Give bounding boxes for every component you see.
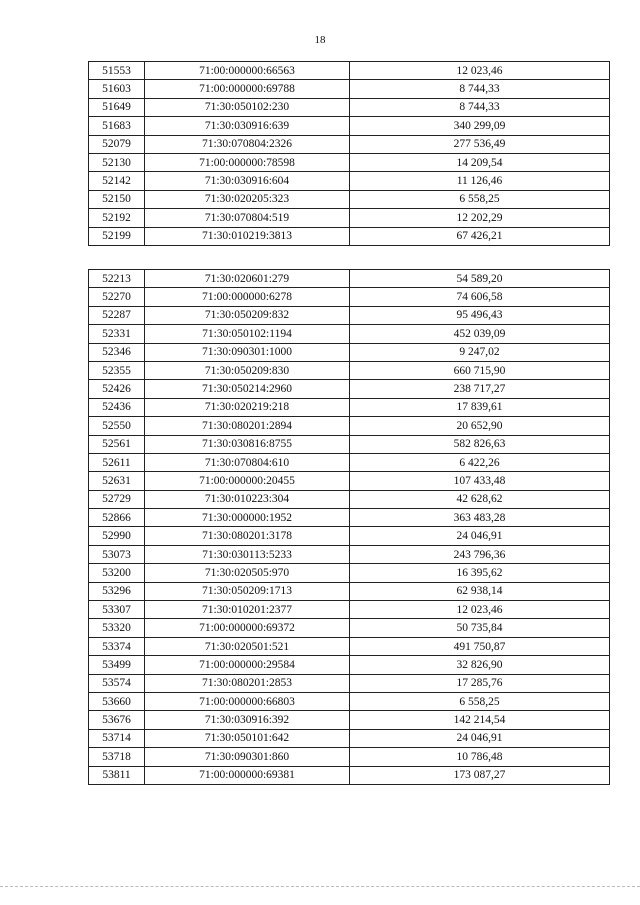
cadastral-number-cell: 71:30:090301:860 <box>145 748 350 766</box>
amount-cell: 74 606,58 <box>350 288 610 306</box>
table-row <box>89 509 610 527</box>
row-number-cell: 53374 <box>89 637 145 655</box>
cadastral-number-cell: 71:30:020601:279 <box>145 270 350 288</box>
amount-cell: 50 735,84 <box>350 619 610 637</box>
table-row <box>89 135 610 153</box>
cadastral-number-cell: 71:30:000000:1952 <box>145 509 350 527</box>
cadastral-number-cell: 71:30:080201:2894 <box>145 417 350 435</box>
row-number-cell: 52631 <box>89 472 145 490</box>
cadastral-number-cell: 71:30:030113:5233 <box>145 545 350 563</box>
page-number: 18 <box>314 34 326 46</box>
amount-cell: 17 839,61 <box>350 398 610 416</box>
table-row <box>89 153 610 171</box>
cadastral-number-cell: 71:00:000000:6278 <box>145 288 350 306</box>
amount-cell: 8 744,33 <box>350 98 610 116</box>
amount-cell: 173 087,27 <box>350 766 610 784</box>
amount-cell: 17 285,76 <box>350 674 610 692</box>
amount-cell: 12 202,29 <box>350 209 610 227</box>
cadastral-number-cell: 71:00:000000:69788 <box>145 80 350 98</box>
cadastral-number-cell: 71:30:080201:3178 <box>145 527 350 545</box>
amount-cell: 62 938,14 <box>350 582 610 600</box>
cadastral-number-cell: 71:00:000000:78598 <box>145 153 350 171</box>
row-number-cell: 53714 <box>89 729 145 747</box>
row-number-cell: 52331 <box>89 325 145 343</box>
table-row <box>89 325 610 343</box>
cadastral-number-cell: 71:30:080201:2853 <box>145 674 350 692</box>
table-row <box>89 766 610 784</box>
cadastral-number-cell: 71:30:030916:639 <box>145 117 350 135</box>
amount-cell: 452 039,09 <box>350 325 610 343</box>
table-row <box>89 172 610 190</box>
row-number-cell: 53718 <box>89 748 145 766</box>
row-number-cell: 53307 <box>89 601 145 619</box>
row-number-cell: 52611 <box>89 453 145 471</box>
amount-cell: 8 744,33 <box>350 80 610 98</box>
table-row <box>89 729 610 747</box>
amount-cell: 9 247,02 <box>350 343 610 361</box>
amount-cell: 42 628,62 <box>350 490 610 508</box>
row-number-cell: 53676 <box>89 711 145 729</box>
cadastral-number-cell: 71:30:050102:230 <box>145 98 350 116</box>
row-number-cell: 52079 <box>89 135 145 153</box>
table-row <box>89 190 610 208</box>
table-row <box>89 227 610 245</box>
amount-cell: 67 426,21 <box>350 227 610 245</box>
row-number-cell: 53200 <box>89 564 145 582</box>
row-number-cell: 52142 <box>89 172 145 190</box>
amount-cell: 582 826,63 <box>350 435 610 453</box>
table-row <box>89 343 610 361</box>
table-row <box>89 564 610 582</box>
amount-cell: 10 786,48 <box>350 748 610 766</box>
table-row <box>89 209 610 227</box>
table-row <box>89 674 610 692</box>
cadastral-number-cell: 71:30:010219:3813 <box>145 227 350 245</box>
table-row <box>89 417 610 435</box>
cadastral-number-cell: 71:30:070804:519 <box>145 209 350 227</box>
table-row <box>89 62 610 80</box>
row-number-cell: 52270 <box>89 288 145 306</box>
amount-cell: 491 750,87 <box>350 637 610 655</box>
amount-cell: 14 209,54 <box>350 153 610 171</box>
row-number-cell: 51649 <box>89 98 145 116</box>
row-number-cell: 52426 <box>89 380 145 398</box>
cadastral-number-cell: 71:30:020205:323 <box>145 190 350 208</box>
cadastral-number-cell: 71:30:020219:218 <box>145 398 350 416</box>
row-number-cell: 52436 <box>89 398 145 416</box>
table-row <box>89 748 610 766</box>
cadastral-number-cell: 71:00:000000:66803 <box>145 692 350 710</box>
table-row <box>89 117 610 135</box>
register-table-upper <box>88 61 610 246</box>
row-number-cell: 52150 <box>89 190 145 208</box>
cadastral-number-cell: 71:00:000000:29584 <box>145 656 350 674</box>
table-row <box>89 490 610 508</box>
cadastral-number-cell: 71:30:020505:970 <box>145 564 350 582</box>
row-number-cell: 51553 <box>89 62 145 80</box>
row-number-cell: 51603 <box>89 80 145 98</box>
cadastral-number-cell: 71:30:010223:304 <box>145 490 350 508</box>
table-row <box>89 435 610 453</box>
table-row <box>89 80 610 98</box>
row-number-cell: 52550 <box>89 417 145 435</box>
cadastral-number-cell: 71:30:050209:830 <box>145 361 350 379</box>
row-number-cell: 53073 <box>89 545 145 563</box>
table-row <box>89 619 610 637</box>
table-row <box>89 711 610 729</box>
cadastral-number-cell: 71:30:030816:8755 <box>145 435 350 453</box>
row-number-cell: 52561 <box>89 435 145 453</box>
table-row <box>89 288 610 306</box>
amount-cell: 243 796,36 <box>350 545 610 563</box>
cadastral-number-cell: 71:30:070804:610 <box>145 453 350 471</box>
table-row <box>89 527 610 545</box>
row-number-cell: 52199 <box>89 227 145 245</box>
table-row <box>89 637 610 655</box>
amount-cell: 340 299,09 <box>350 117 610 135</box>
cadastral-number-cell: 71:30:020501:521 <box>145 637 350 655</box>
row-number-cell: 52192 <box>89 209 145 227</box>
cadastral-number-cell: 71:00:000000:20455 <box>145 472 350 490</box>
cadastral-number-cell: 71:30:030916:604 <box>145 172 350 190</box>
amount-cell: 54 589,20 <box>350 270 610 288</box>
table-row <box>89 361 610 379</box>
amount-cell: 6 422,26 <box>350 453 610 471</box>
table-row <box>89 601 610 619</box>
cadastral-number-cell: 71:30:090301:1000 <box>145 343 350 361</box>
row-number-cell: 52729 <box>89 490 145 508</box>
amount-cell: 107 433,48 <box>350 472 610 490</box>
table-row <box>89 98 610 116</box>
amount-cell: 660 715,90 <box>350 361 610 379</box>
amount-cell: 32 826,90 <box>350 656 610 674</box>
amount-cell: 363 483,28 <box>350 509 610 527</box>
row-number-cell: 53499 <box>89 656 145 674</box>
cadastral-number-cell: 71:30:030916:392 <box>145 711 350 729</box>
table-row <box>89 453 610 471</box>
table-row <box>89 656 610 674</box>
amount-cell: 20 652,90 <box>350 417 610 435</box>
register-table-lower <box>88 269 610 785</box>
table-row <box>89 545 610 563</box>
cadastral-number-cell: 71:30:050209:832 <box>145 306 350 324</box>
amount-cell: 11 126,46 <box>350 172 610 190</box>
row-number-cell: 52287 <box>89 306 145 324</box>
amount-cell: 6 558,25 <box>350 692 610 710</box>
table-row <box>89 582 610 600</box>
amount-cell: 12 023,46 <box>350 601 610 619</box>
amount-cell: 277 536,49 <box>350 135 610 153</box>
row-number-cell: 52213 <box>89 270 145 288</box>
cadastral-number-cell: 71:00:000000:69372 <box>145 619 350 637</box>
amount-cell: 142 214,54 <box>350 711 610 729</box>
cadastral-number-cell: 71:00:000000:66563 <box>145 62 350 80</box>
cadastral-number-cell: 71:30:050101:642 <box>145 729 350 747</box>
row-number-cell: 52355 <box>89 361 145 379</box>
cadastral-number-cell: 71:30:050102:1194 <box>145 325 350 343</box>
table-row <box>89 692 610 710</box>
row-number-cell: 52866 <box>89 509 145 527</box>
row-number-cell: 53320 <box>89 619 145 637</box>
table-row <box>89 398 610 416</box>
cadastral-number-cell: 71:30:070804:2326 <box>145 135 350 153</box>
cadastral-number-cell: 71:30:010201:2377 <box>145 601 350 619</box>
row-number-cell: 53296 <box>89 582 145 600</box>
scan-edge-line <box>0 886 640 887</box>
row-number-cell: 53660 <box>89 692 145 710</box>
row-number-cell: 52990 <box>89 527 145 545</box>
cadastral-number-cell: 71:30:050214:2960 <box>145 380 350 398</box>
amount-cell: 12 023,46 <box>350 62 610 80</box>
row-number-cell: 53811 <box>89 766 145 784</box>
cadastral-number-cell: 71:00:000000:69381 <box>145 766 350 784</box>
amount-cell: 238 717,27 <box>350 380 610 398</box>
row-number-cell: 51683 <box>89 117 145 135</box>
amount-cell: 16 395,62 <box>350 564 610 582</box>
table-row <box>89 380 610 398</box>
amount-cell: 24 046,91 <box>350 527 610 545</box>
row-number-cell: 52130 <box>89 153 145 171</box>
row-number-cell: 52346 <box>89 343 145 361</box>
amount-cell: 6 558,25 <box>350 190 610 208</box>
amount-cell: 95 496,43 <box>350 306 610 324</box>
table-row <box>89 270 610 288</box>
amount-cell: 24 046,91 <box>350 729 610 747</box>
cadastral-number-cell: 71:30:050209:1713 <box>145 582 350 600</box>
row-number-cell: 53574 <box>89 674 145 692</box>
table-row <box>89 306 610 324</box>
table-row <box>89 472 610 490</box>
